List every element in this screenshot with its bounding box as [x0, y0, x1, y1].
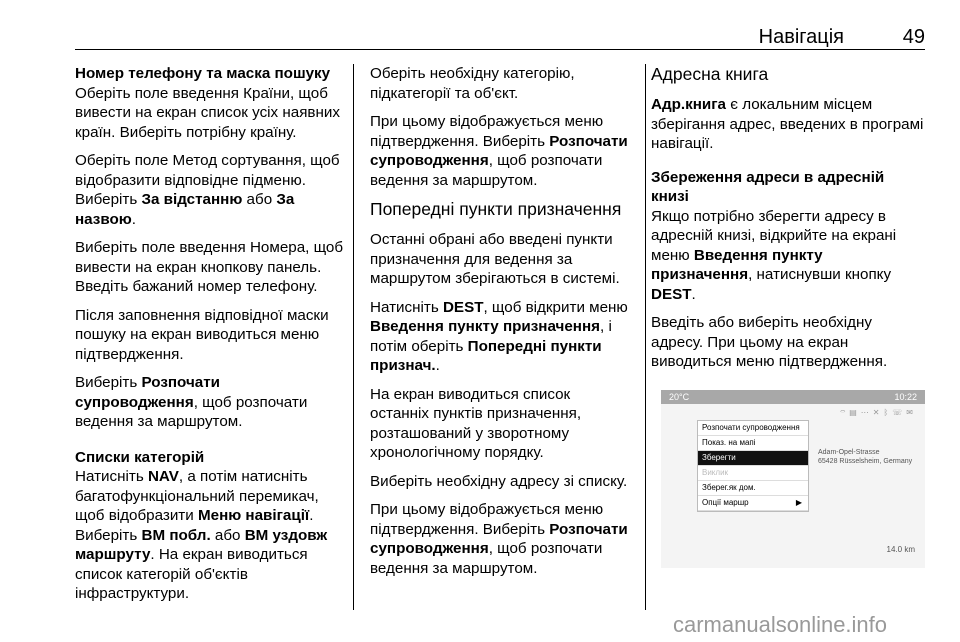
page-title: Навігація [758, 26, 844, 48]
infotainment-screenshot [661, 390, 925, 568]
signal-icon: ⋯ [860, 408, 873, 417]
paragraph: На екран виводиться список останніх пунктів призначення, розташований у зворотному хронологічному порядку. [370, 385, 582, 461]
header-rule [75, 49, 925, 50]
heading-category-lists: Списки категорій [75, 448, 205, 466]
menu-item-save-as-home[interactable]: Зберег.як дом. [698, 481, 808, 496]
paragraph: Якщо потрібно зберегти адресу в адресній книзі, відкрийте на екрані меню Введення пункту призначення, натиснувши кнопку DEST. [651, 207, 897, 303]
page-header [0, 0, 960, 50]
column-divider [353, 64, 354, 610]
clock: 10:22 [894, 392, 917, 402]
column-divider [645, 64, 646, 610]
paragraph: Останні обрані або введені пункти призначення для ведення за маршрутом зберігаються в системі. [370, 231, 620, 287]
paragraph: Адр.книга є локальним місцем зберігання адрес, введених в програмі навігації. [651, 96, 924, 152]
address: Adam-Opel-Strasse 65428 Rüsselsheim, Germany [818, 449, 913, 465]
network-icon: ▤ [849, 408, 861, 417]
heading-phone-search: Номер телефону та маска пошуку [75, 65, 331, 82]
menu-item-show-on-map[interactable]: Показ. на мапі [698, 436, 808, 451]
paragraph: Виберіть Розпочати супроводження, щоб розпочати ведення за маршрутом. [75, 374, 308, 430]
paragraph: Виберіть необхідну адресу зі списку. [370, 472, 628, 490]
paragraph: Виберіть поле введення Номера, щоб вивести на екран кнопкову панель. Введіть бажаний номер телефону. [75, 239, 344, 295]
watermark: carmanualsonline.info [673, 612, 888, 637]
heading-previous-destinations: Попередні пункти призначення [370, 199, 622, 219]
bluetooth-icon: ᛒ [883, 408, 893, 417]
screen-area [661, 404, 925, 568]
column-3 [651, 64, 926, 381]
paragraph: Після заповнення відповідної маски пошуку на екран виводиться меню підтвердження. [75, 306, 329, 363]
menu-item-start-guidance[interactable]: Розпочати супроводження [698, 421, 808, 436]
status-bar [661, 390, 925, 404]
temperature: 20°C [669, 392, 690, 402]
paragraph: При цьому відображується меню підтвердження. Виберіть Розпочати супроводження, щоб розпочати ведення за маршрутом. [370, 501, 628, 577]
paragraph: При цьому відображується меню підтвердження. Виберіть Розпочати супроводження, щоб розпочати ведення за маршрутом. [370, 113, 628, 189]
page-number: 49 [902, 26, 925, 48]
phone-icon: ☏ [892, 408, 907, 417]
menu-item-save[interactable]: Зберегти [698, 451, 808, 466]
menu-item-route-options[interactable]: Опції маршр ▶ [698, 496, 808, 511]
mute-icon: ✕ [872, 408, 884, 417]
mail-icon: ✉ [906, 408, 917, 417]
chevron-right-icon: ▶ [795, 498, 802, 507]
heading-address-book: Адресна книга [651, 64, 769, 84]
paragraph: Натисніть DEST, щоб відкрити меню Введення пункту призначення, і потім оберіть Попередні пункти признач.. [370, 298, 628, 374]
distance: 14.0 km [886, 545, 915, 554]
paragraph: Введіть або виберіть необхідну адресу. При цьому на екран виводиться меню підтвердження. [651, 314, 888, 370]
wifi-icon: ⌔ [840, 408, 850, 417]
column-1 [75, 64, 347, 613]
menu-item-call[interactable]: Виклик [698, 466, 808, 481]
paragraph: Оберіть поле Метод сортування, щоб відобразити відповідне підменю. Виберіть За відстанню або За назвою. [75, 152, 340, 228]
paragraph: Оберіть поле введення Країни, щоб вивести на екран список усіх наявних країн. Виберіть потрібну країну. [75, 84, 340, 141]
heading-save-address: Збереження адреси в адресній книзі [651, 168, 885, 205]
paragraph: Натисніть NAV, а потім натисніть багатофункціональний перемикач, щоб відобразити Меню навігації. Виберіть ВМ побл. або ВМ уздовж маршруту. На екран виводиться список категорій об'єктів інфраструктури. [75, 468, 328, 602]
paragraph: Оберіть необхідну категорію, підкатегорії та об'єкт. [370, 65, 575, 102]
confirmation-menu [697, 420, 809, 512]
status-icons [840, 408, 917, 417]
column-2 [370, 64, 632, 587]
